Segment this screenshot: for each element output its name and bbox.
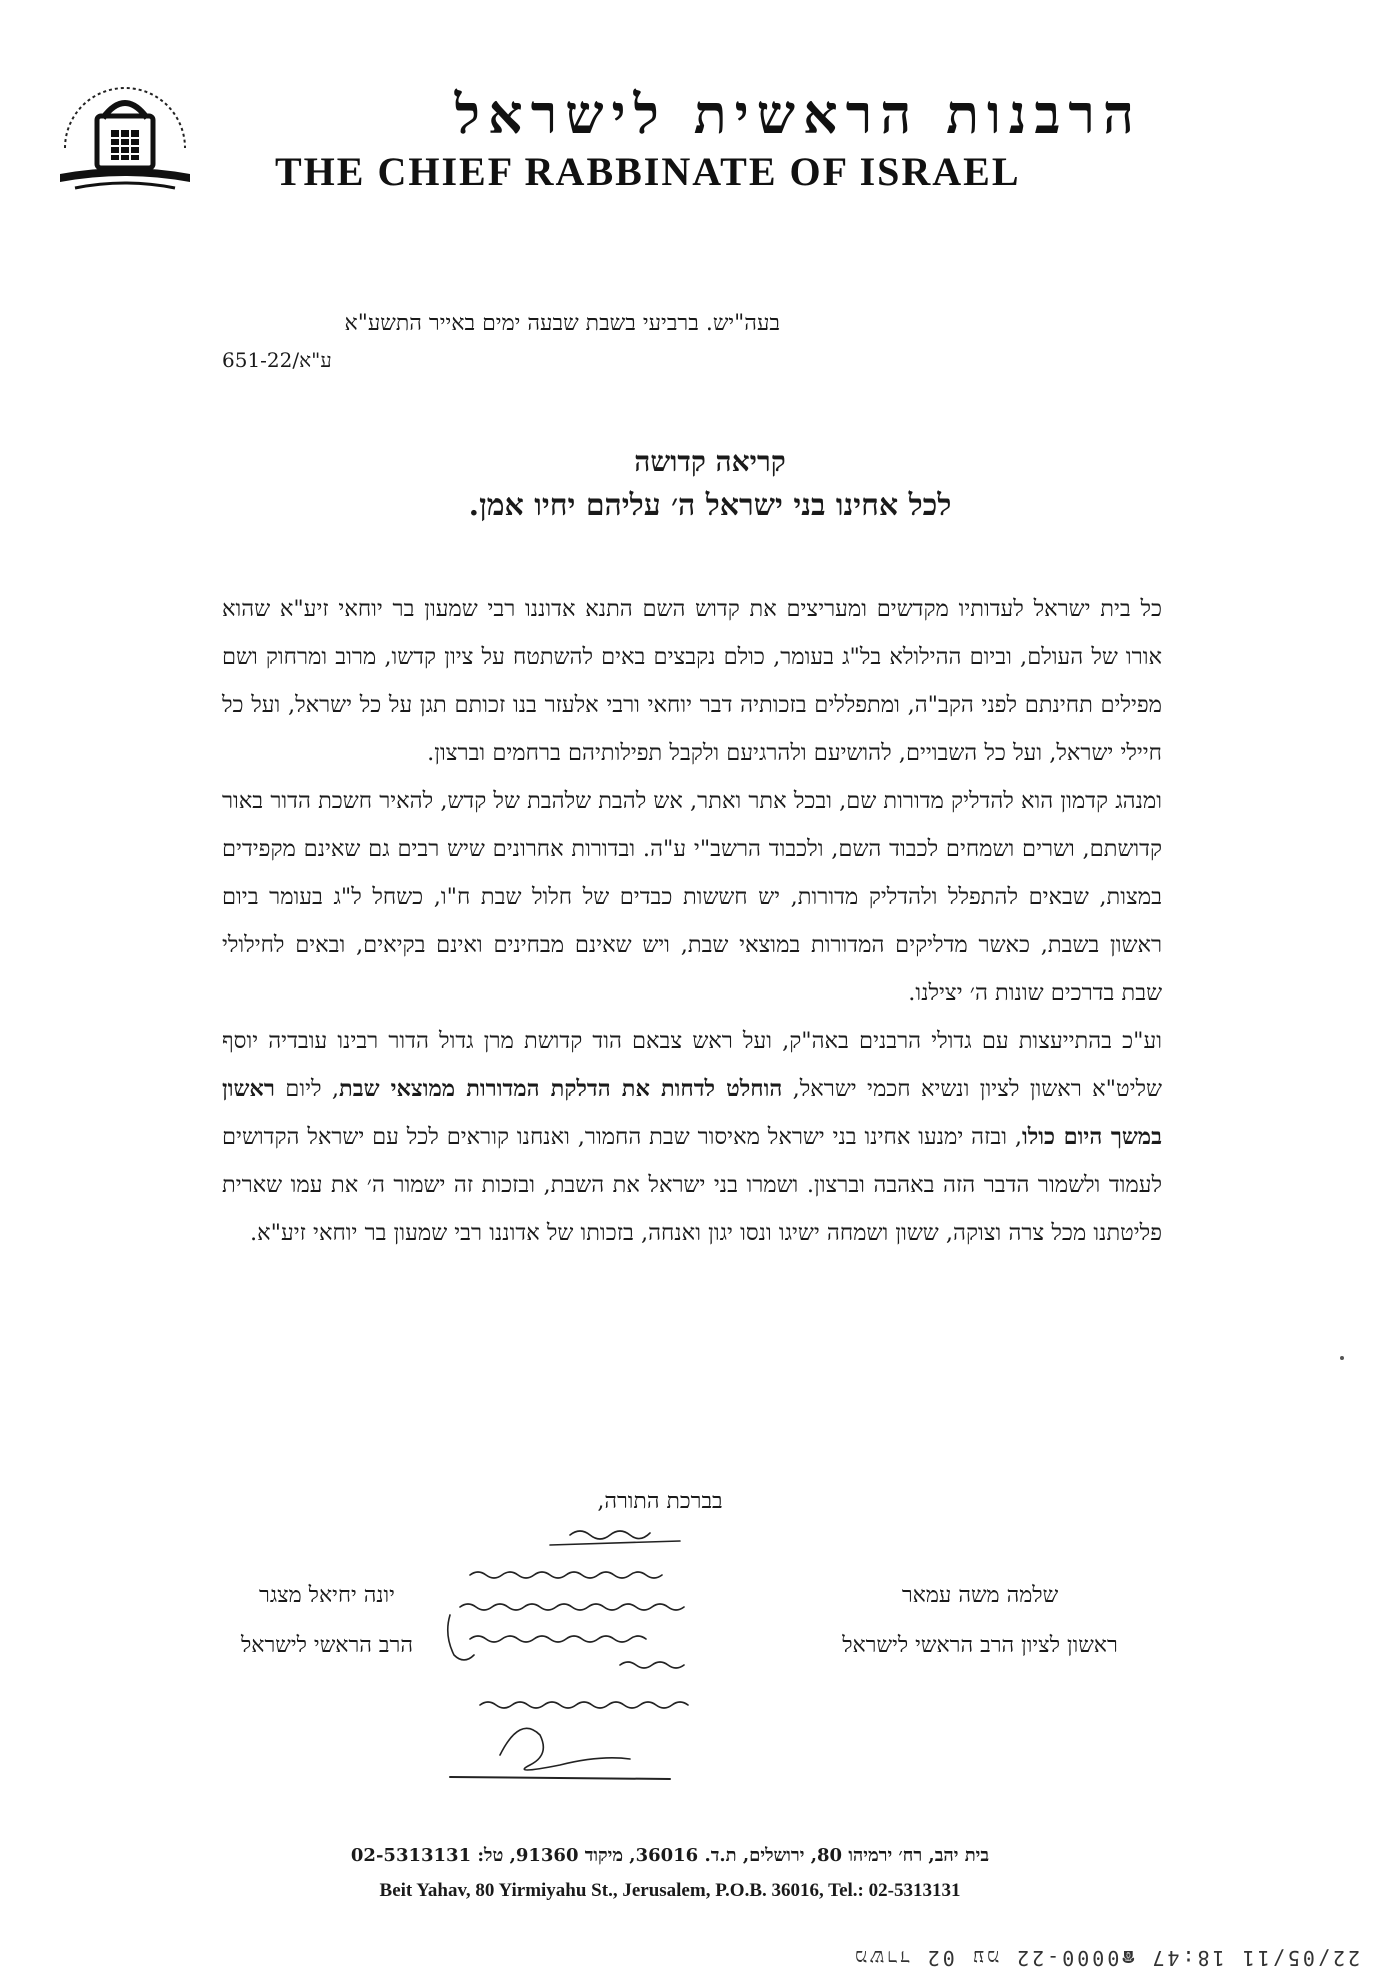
body-paragraph (222, 1017, 1162, 1257)
body-paragraph: ומנהג קדמון הוא להדליק מדורות שם, ובכל אתר ואתר, אש להבת שלהבת של קדש, להאיר חשכת הדור באור קדושתם, ושרים ושמחים לכבוד השם, ולכבוד הרשב"י ע"ה. ובדורות אחרונים שיש רבים גם שאינם מקפידים במצות, שבאים להתפלל ולהדליק מדורות, יש חששות כבדים של חלול שבת ח"ו, כשחל ל"ג בעומר ביום ראשון בשבת, כאשר מדליקים המדורות במוצאי שבת, ויש שאינם מבחינים ואינם בקיאים, ובאים לחילולי שבת בדרכים שונות ה׳ יצילנו. (222, 788, 1163, 1006)
scan-speck (1340, 1356, 1344, 1360)
body-text: וע"כ בהתייעצות עם גדולי הרבנים באה"ק, ועל ראש צבאם הוד קדושת מרן גדול הדור רבינו עובדיה יוסף שליט"א ראשון לציון ונשיא חכמי ישראל, (222, 1028, 1162, 1102)
letterhead-english-title: THE CHIEF RABBINATE OF ISRAEL (275, 149, 1021, 194)
letterhead-hebrew-title: הרבנות הראשית לישראל (454, 82, 1142, 146)
body-emphasis: הוחלט לדחות את הדלקת המדורות ממוצאי שבת (339, 1076, 783, 1102)
signatory-name: יונה יחיאל מצגר (259, 1583, 395, 1608)
closing-blessing: בברכת התורה, (597, 1489, 723, 1514)
signatory-title: הרב הראשי לישראל (241, 1633, 413, 1658)
body-text: , ליום (274, 1076, 340, 1102)
body-paragraph: כל בית ישראל לעדותיו מקדשים ומעריצים את קדוש השם התנא אדוננו רבי שמעון בר יוחאי זיע"א שהוא אורו של העולם, וביום ההילולא בל"ג בעומר, כולם נקבצים באים להשתטח על ציון קדשו, מרוב ומרחוק ושם מפילים תחינתם לפני הקב"ה, ומתפללים בזכותיה דבר יוחאי ורבי אלעזר בנו זכותם תגן על כל ישראל, ועל כל חיילי ישראל, ועל כל השבויים, להושיעם ולהרגיעם ולקבל תפילותיהם ברחמים וברצון. (222, 596, 1162, 766)
letter-title: קריאה קדושה (634, 445, 786, 478)
chief-rabbinate-emblem-icon (45, 78, 205, 198)
body-text: , ובזה ימנעו אחינו בני ישראל מאיסור שבת החמור, ואנחנו קוראים לכל עם ישראל הקדושים לעמוד ולשמור הדבר הזה באהבה וברצון. ושמרו בני ישראל את השבת, ובזכות זה ישמור ה׳ את עמו שארית פליטתנו מכל צרה וצוקה, ששון ושמחה ישיגו ונסו יגון ואנחה, בזכותו של אדוננו רבי שמעון בר יוחאי זיע"א. (222, 1124, 1162, 1246)
footer-address-english: Beit Yahav, 80 Yirmiyahu St., Jerusalem, P.O.B. 36016, Tel.: 02-5313131 (379, 1880, 961, 1901)
body-emphasis: ראשון במשך היום כולו (222, 1076, 1162, 1150)
signatory-name: שלמה משה עמאר (901, 1583, 1059, 1608)
letter-date: בעה"יש. ברביעי בשבת שבעה ימים באייר התשע"א (344, 311, 780, 336)
letter-body (222, 585, 1162, 1257)
reference-number: ע"א/651-22 (222, 348, 332, 372)
handwritten-note-signature (440, 1515, 800, 1835)
letter-addressee: לכל אחינו בני ישראל ה׳ עליהם יחיו אמן. (468, 488, 952, 523)
signatory-title: ראשון לציון הרב הראשי לישראל (842, 1633, 1118, 1658)
fax-transmission-header: 22/05/11 18:47 ☎משרד 02 עמ 0000-22 (852, 1946, 1360, 1970)
footer-address-hebrew: בית יהב, רח׳ ירמיהו 80, ירושלים, ת.ד. 36016, מיקוד 91360, טל: 02-5313131 (350, 1845, 990, 1866)
